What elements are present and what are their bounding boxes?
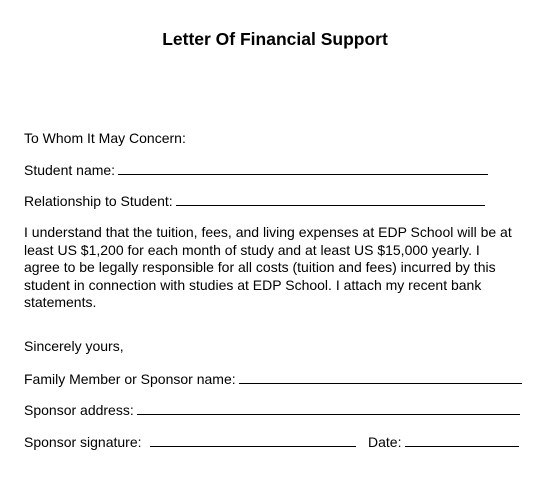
body-paragraph xyxy=(24,224,534,312)
relationship-label: Relationship to Student: xyxy=(24,193,173,209)
student-name-label: Student name: xyxy=(24,162,116,178)
sponsor-signature-blank[interactable] xyxy=(150,433,356,447)
body-line: I understand that the tuition, fees, and living expenses at EDP School will be at xyxy=(24,224,512,240)
body-line: least US $1,200 for each month of study and at least US $15,000 yearly. I xyxy=(24,241,480,258)
body-line: agree to be legally responsible for all costs (tuition and fees) incurred by this xyxy=(24,259,496,275)
relationship-field xyxy=(24,192,485,210)
sponsor-signature-label: Sponsor signature: xyxy=(24,434,142,450)
body-line: statements. xyxy=(24,294,97,310)
sponsor-address-blank[interactable] xyxy=(137,401,520,415)
relationship-blank[interactable] xyxy=(176,192,485,206)
student-name-blank[interactable] xyxy=(118,161,488,175)
letter-title: Letter Of Financial Support xyxy=(162,29,388,49)
closing: Sincerely yours, xyxy=(24,338,124,354)
sponsor-address-label: Sponsor address: xyxy=(24,402,134,418)
sponsor-signature-field xyxy=(24,433,356,451)
sponsor-address-field xyxy=(24,401,520,419)
date-field xyxy=(368,433,519,451)
sponsor-name-blank[interactable] xyxy=(239,370,522,384)
student-name-field xyxy=(24,161,488,179)
date-label: Date: xyxy=(368,434,402,450)
sponsor-name-field xyxy=(24,370,522,388)
salutation: To Whom It May Concern: xyxy=(24,130,186,146)
date-blank[interactable] xyxy=(405,433,519,447)
sponsor-name-label: Family Member or Sponsor name: xyxy=(24,371,236,387)
body-line: student in connection with studies at EDP School. I attach my recent bank xyxy=(24,276,482,293)
